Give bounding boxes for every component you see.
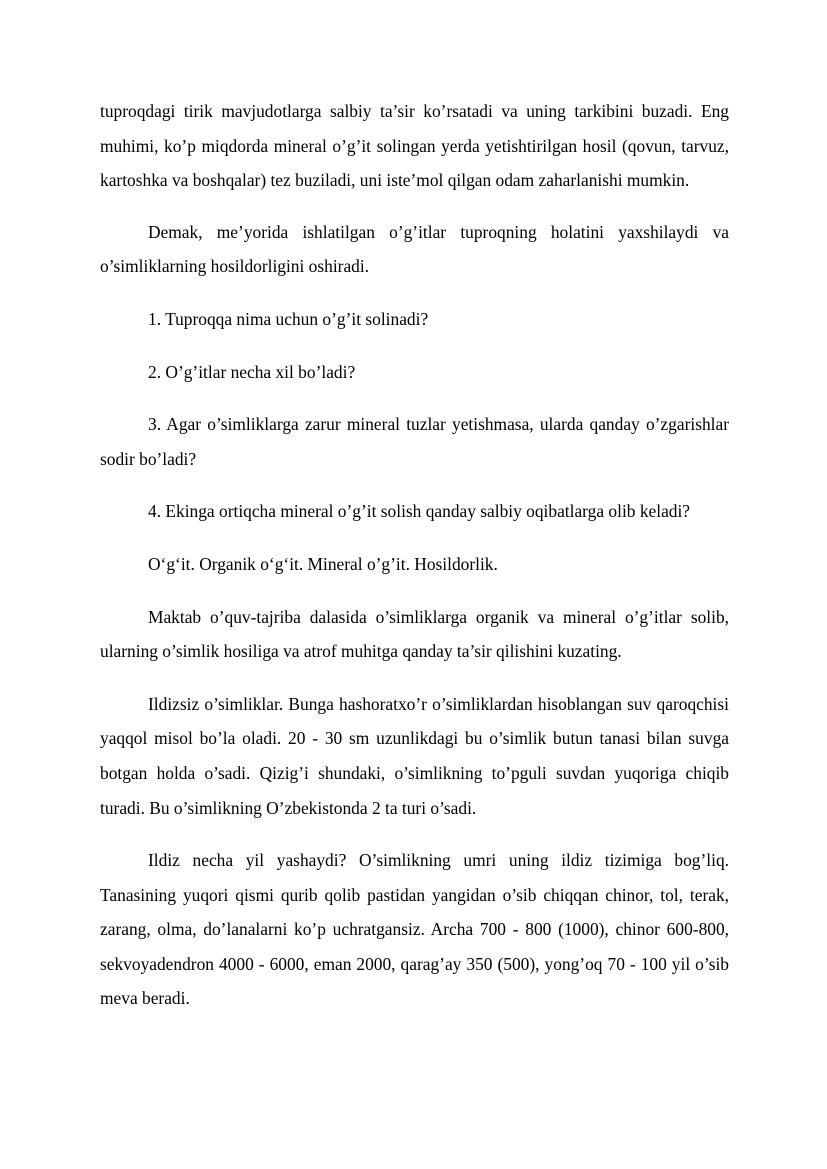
rootless-plants-paragraph: Ildizsiz o’simliklar. Bunga hashoratxo’r o’simliklardan hisoblangan suv qaroqchisi yaqqol misol bo’la oladi. 20 - 30 sm uzunlikdagi bu o’simlik butun tanasi bilan suvga botgan holda o’sadi. Qizig’i shundaki, o’simlikning to’pguli suvdan yuqoriga chiqib turadi. Bu o’simlikning O’zbekistonda 2 ta turi o’sadi. xyxy=(100,693,729,818)
document-body xyxy=(100,94,729,1034)
paragraph-continuation: tuproqdagi tirik mavjudotlarga salbiy ta’sir ko’rsatadi va uning tarkibini buzadi. Eng muhimi, ko’p miqdorda mineral o’g’it solingan yerda yetishtirilgan hosil (qovun, tarvuz, kartoshka va boshqalar) tez buziladi, uni iste’mol qilgan odam zaharlanishi mumkin. xyxy=(100,101,729,191)
question-2: 2. O’g’itlar necha xil bo’ladi? xyxy=(148,361,356,382)
assignment-paragraph: Maktab o’quv-tajriba dalasida o’simliklarga organik va mineral o’g’itlar solib, ularning o’simlik hosiliga va atrof muhitga qanday ta’sir qilishini kuzating. xyxy=(100,606,729,662)
question-1: 1. Tuproqqa nima uchun o’g’it solinadi? xyxy=(148,308,429,329)
question-3: 3. Agar o’simliklarga zarur mineral tuzlar yetishmasa, ularda qanday o’zgarishlar sodir bo’ladi? xyxy=(100,414,729,469)
key-terms: O‘g‘it. Organik o‘g‘it. Mineral o’g’it. Hosildorlik. xyxy=(148,553,498,574)
root-lifespan-paragraph: Ildiz necha yil yashaydi? O’simlikning umri uning ildiz tizimiga bog’liq. Tanasining yuqori qismi qurib qolib pastidan yangidan o’sib chiqqan chinor, tol, terak, zarang, olma, do’lanalarni ko’p uchratgansiz. Archa 700 - 800 (1000), chinor 600-800, sekvoyadendron 4000 - 6000, eman 2000, qarag’ay 350 (500), yong’oq 70 - 100 yil o’sib meva beradi. xyxy=(100,850,729,1009)
question-4: 4. Ekinga ortiqcha mineral o’g’it solish qanday salbiy oqibatlarga olib keladi? xyxy=(148,501,691,522)
paragraph-conclusion: Demak, me’yorida ishlatilgan o’g’itlar tuproqning holatini yaxshilaydi va o’simliklarning hosildorligini oshiradi. xyxy=(100,221,729,277)
